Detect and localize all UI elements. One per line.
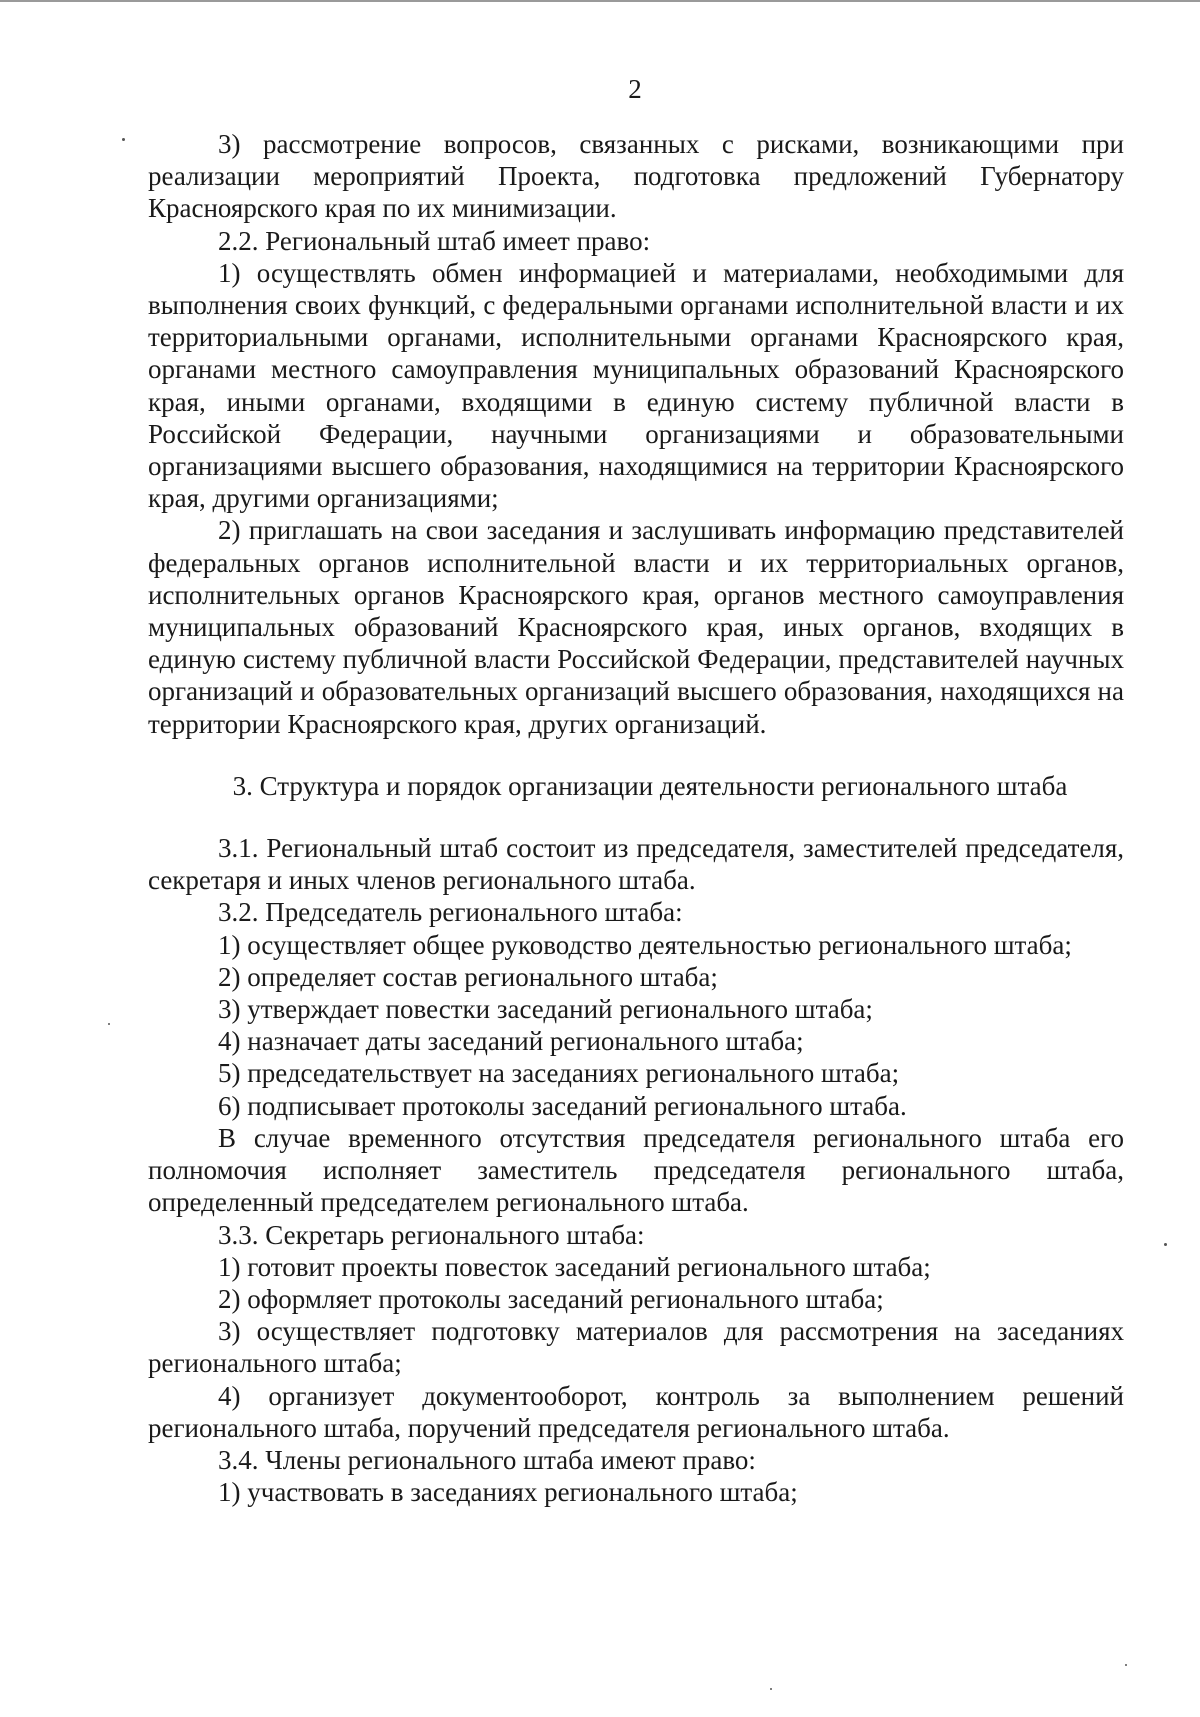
paragraph: 3.2. Председатель регионального штаба: bbox=[218, 897, 683, 928]
paragraph: 1) осуществлять обмен информацией и материалами, необходимыми для выполнения своих функций, с федеральными органами исполнительной власти и их территориальными органами, исполнительными органами Красноярского края, органами местного самоуправления муниципальных образований Красноярского края, иными органами, входящими в единую систему публичной власти в Российской Федерации, научными организациями и образовательными организациями высшего образования, находящимися на территории Красноярского края, другими организациями; bbox=[148, 257, 1124, 514]
scan-speck bbox=[1125, 1664, 1127, 1666]
scan-speck bbox=[108, 1023, 110, 1025]
paragraph: 2) приглашать на свои заседания и заслушивать информацию представителей федеральных органов исполнительной власти и их территориальных органов, исполнительных органов Красноярского края, органов местного самоуправления муниципальных образований Красноярского края, иных органов, входящих в единую систему публичной власти Российской Федерации, представителей научных организаций и образовательных организаций высшего образования, находящихся на территории Красноярского края, других организаций. bbox=[148, 515, 1124, 739]
list-item: 3) осуществляет подготовку материалов для рассмотрения на заседаниях регионального штаба; bbox=[148, 1316, 1124, 1379]
section-title: 3. Структура и порядок организации деятельности регионального штаба bbox=[232, 770, 1068, 801]
list-item: 2) определяет состав регионального штаба; bbox=[218, 961, 718, 992]
paragraph: 3) рассмотрение вопросов, связанных с рисками, возникающими при реализации мероприятий Проекта, подготовка предложений Губернатору Красноярского края по их минимизации. bbox=[148, 129, 1124, 224]
list-item: 1) осуществляет общее руководство деятельностью регионального штаба; bbox=[218, 929, 1072, 960]
paragraph: 3.4. Члены регионального штаба имеют право: bbox=[218, 1444, 756, 1475]
list-item: 4) назначает даты заседаний регионального штаба; bbox=[218, 1026, 804, 1057]
list-item: 3) утверждает повестки заседаний регионального штаба; bbox=[218, 994, 873, 1025]
spacer bbox=[148, 802, 1124, 832]
paragraph: 3.1. Региональный штаб состоит из председателя, заместителей председателя, секретаря и иных членов регионального штаба. bbox=[148, 833, 1124, 896]
scan-speck bbox=[1164, 1243, 1167, 1246]
list-item: 6) подписывает протоколы заседаний регионального штаба. bbox=[218, 1090, 907, 1121]
scan-speck bbox=[770, 1688, 772, 1690]
page-top-edge bbox=[0, 0, 1200, 2]
page-number: 2 bbox=[628, 74, 642, 104]
paragraph: 3.3. Секретарь регионального штаба: bbox=[218, 1219, 645, 1250]
list-item: 1) участвовать в заседаниях регионального штаба; bbox=[218, 1477, 798, 1508]
paragraph: В случае временного отсутствия председателя регионального штаба его полномочия исполняет заместитель председателя регионального штаба, определенный председателем регионального штаба. bbox=[148, 1122, 1124, 1218]
list-item: 4) организует документооборот, контроль за выполнением решений регионального штаба, поручений председателя регионального штаба. bbox=[148, 1380, 1124, 1443]
scan-speck bbox=[122, 138, 125, 141]
list-item: 1) готовит проекты повесток заседаний регионального штаба; bbox=[218, 1251, 931, 1282]
list-item: 2) оформляет протоколы заседаний регионального штаба; bbox=[218, 1283, 884, 1314]
paragraph: 2.2. Региональный штаб имеет право: bbox=[218, 225, 651, 256]
list-item: 5) председательствует на заседаниях регионального штаба; bbox=[218, 1058, 900, 1089]
document-body bbox=[148, 128, 1124, 1508]
spacer bbox=[148, 740, 1124, 770]
